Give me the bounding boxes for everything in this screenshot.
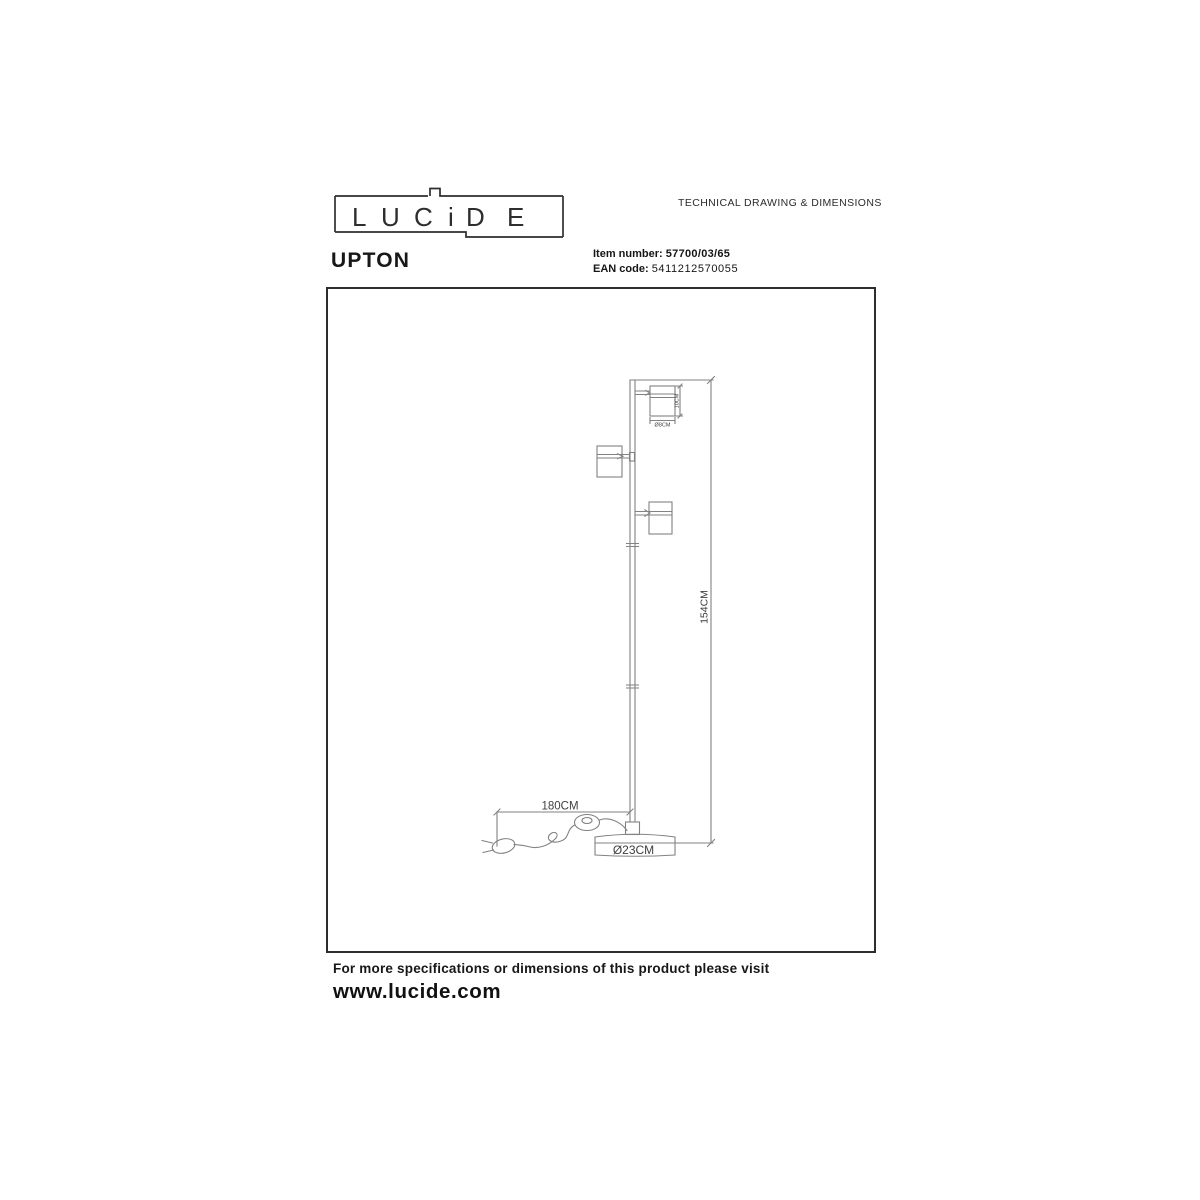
logo-letter: L bbox=[352, 202, 367, 232]
lamp-pole bbox=[627, 380, 639, 822]
pole-joint bbox=[627, 544, 639, 547]
item-number-row bbox=[593, 247, 738, 262]
document-title: TECHNICAL DRAWING & DIMENSIONS bbox=[678, 197, 882, 209]
logo-letter: D bbox=[466, 202, 485, 232]
dim-label-cable-length: 180CM bbox=[541, 800, 579, 813]
pole-joint bbox=[627, 685, 639, 688]
drawing-frame bbox=[327, 288, 875, 952]
dimension-cable-length bbox=[494, 809, 633, 846]
ean-code-label: EAN code: bbox=[593, 263, 649, 275]
item-info-block bbox=[593, 247, 738, 277]
foot-switch bbox=[575, 815, 600, 831]
dim-label-head-height: 10CM bbox=[674, 393, 681, 409]
footer-website: www.lucide.com bbox=[333, 980, 502, 1003]
item-number-label: Item number: bbox=[593, 248, 663, 260]
logo-border-top bbox=[335, 189, 563, 197]
logo-border-bottom bbox=[335, 232, 563, 237]
logo-letters bbox=[352, 202, 524, 232]
product-name: UPTON bbox=[331, 249, 411, 272]
logo-letter: E bbox=[507, 202, 525, 232]
logo-letter: i bbox=[448, 202, 454, 232]
ean-code-value: 5411212570055 bbox=[651, 263, 739, 275]
dim-label-total-height: 154CM bbox=[698, 590, 711, 624]
footer-note: For more specifications or dimensions of this product please visit bbox=[333, 961, 770, 976]
item-number-value: 57700/03/65 bbox=[665, 248, 731, 260]
logo-letter: U bbox=[381, 202, 400, 232]
logo-letter: C bbox=[414, 202, 433, 232]
dim-label-head-diameter: Ø8CM bbox=[654, 422, 671, 429]
lamp-head-top bbox=[635, 386, 675, 416]
lamp-head-bottom bbox=[635, 502, 672, 534]
dim-label-base-diameter: Ø23CM bbox=[612, 843, 655, 857]
ean-code-row bbox=[593, 262, 738, 277]
power-plug bbox=[482, 836, 516, 855]
base-collar bbox=[626, 822, 640, 835]
lamp-head-middle bbox=[597, 446, 635, 477]
footer bbox=[333, 961, 769, 1004]
